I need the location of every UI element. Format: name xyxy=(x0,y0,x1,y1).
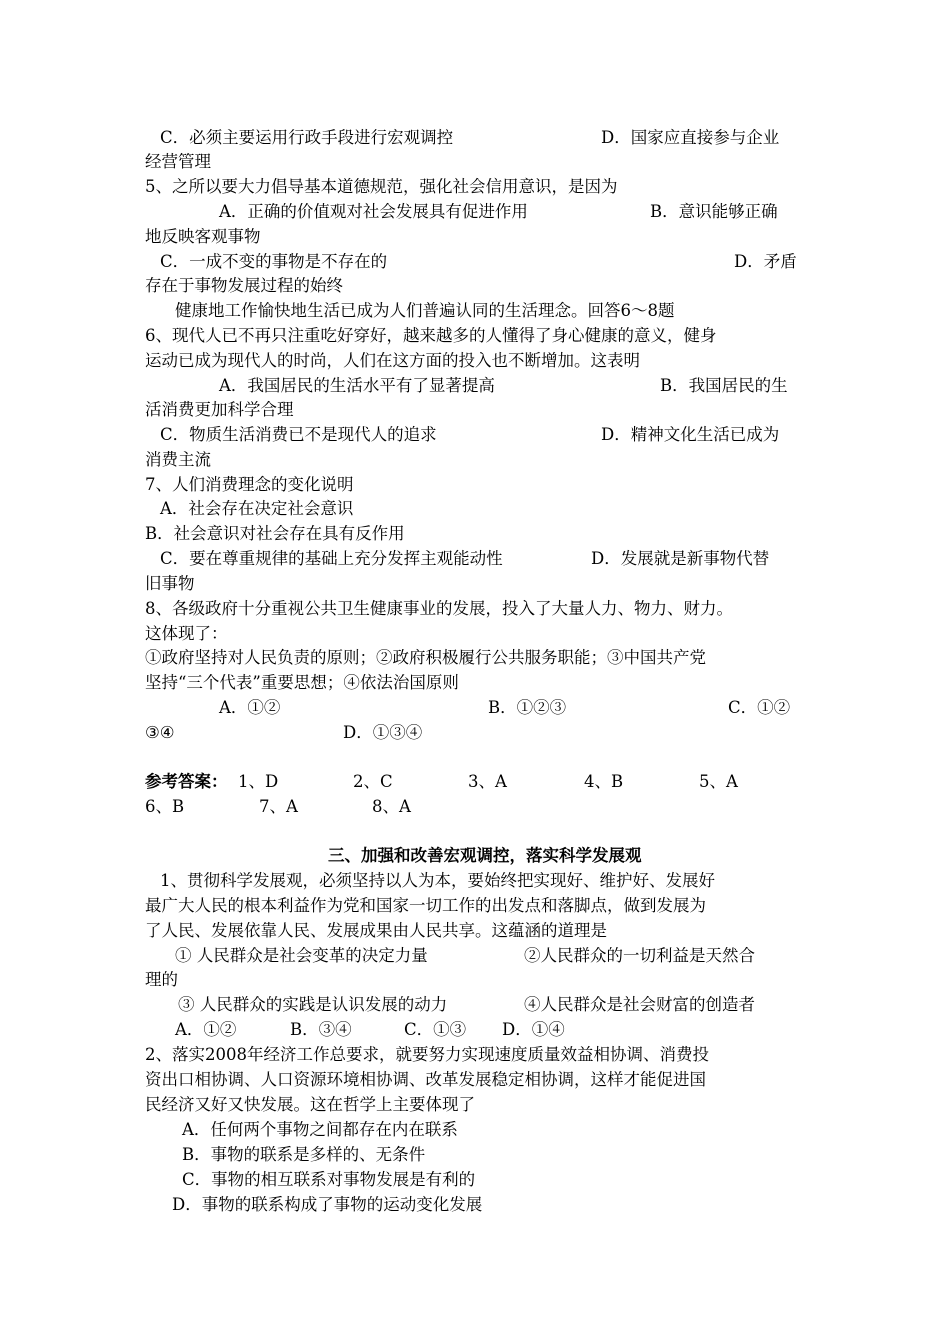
s3-q2-option-a: A．任何两个事物之间都存在内在联系 xyxy=(182,1120,458,1139)
s3-q2-stem: 2、落实2008年经济工作总要求，就要努力实现速度质量效益相协调、消费投 xyxy=(145,1045,709,1064)
q5-option-a: A．正确的价值观对社会发展具有促进作用 xyxy=(219,202,528,221)
intro-6-8: 健康地工作愉快地生活已成为人们普遍认同的生活理念。回答6～8题 xyxy=(175,301,675,320)
q7-stem: 7、人们消费理念的变化说明 xyxy=(145,475,354,494)
q7-option-a: A．社会存在决定社会意识 xyxy=(160,499,354,518)
q5-option-d: D．矛盾 xyxy=(734,252,797,271)
s3-q1-stem-cont-1: 最广大人民的根本利益作为党和国家一切工作的出发点和落脚点，做到发展为 xyxy=(145,896,706,915)
s3-q1-statement-1: ① 人民群众是社会变革的决定力量 xyxy=(175,946,428,965)
answers-label: 参考答案： xyxy=(145,772,228,791)
answer-6: 6、B xyxy=(145,797,185,816)
s3-q1-statement-2-cont: 理的 xyxy=(145,970,178,989)
section-heading: 三、加强和改善宏观调控，落实科学发展观 xyxy=(328,846,642,865)
q5-option-b: B．意识能够正确 xyxy=(650,202,778,221)
q6-stem-cont: 运动已成为现代人的时尚，人们在这方面的投入也不断增加。这表明 xyxy=(145,351,640,370)
q8-option-c-cont: ③④ xyxy=(145,723,175,742)
answer-4: 4、B xyxy=(584,772,624,791)
q6-stem: 6、现代人已不再只注重吃好穿好，越来越多的人懂得了身心健康的意义，健身 xyxy=(145,326,717,345)
q8-option-d: D．①③④ xyxy=(343,723,423,742)
q6-option-d: D．精神文化生活已成为 xyxy=(601,425,780,444)
s3-q2-option-b: B．事物的联系是多样的、无条件 xyxy=(182,1145,426,1164)
s3-q1-stem: 1、贯彻科学发展观，必须坚持以人为本，要始终把实现好、维护好、发展好 xyxy=(160,871,715,890)
q5-stem: 5、之所以要大力倡导基本道德规范，强化社会信用意识，是因为 xyxy=(145,177,618,196)
s3-q2-option-d: D．事物的联系构成了事物的运动变化发展 xyxy=(172,1195,483,1214)
s3-q2-stem-cont-1: 资出口相协调、人口资源环境相协调、改革发展稳定相协调，这样才能促进国 xyxy=(145,1070,706,1089)
s3-q1-statement-3: ③ 人民群众的实践是认识发展的动力 xyxy=(178,995,448,1014)
s3-q1-option-c: C．①③ xyxy=(404,1020,467,1039)
q6-option-b: B．我国居民的生 xyxy=(660,376,788,395)
q6-option-b-cont: 活消费更加科学合理 xyxy=(145,400,294,419)
s3-q1-statement-2: ②人民群众的一切利益是天然合 xyxy=(524,946,755,965)
q6-option-d-cont: 消费主流 xyxy=(145,450,211,469)
answer-5: 5、A xyxy=(699,772,738,791)
q4-option-c: C．必须主要运用行政手段进行宏观调控 xyxy=(160,128,454,147)
q5-option-d-cont: 存在于事物发展过程的始终 xyxy=(145,276,343,295)
q8-option-a: A．①② xyxy=(219,698,281,717)
s3-q2-option-c: C．事物的相互联系对事物发展是有利的 xyxy=(182,1170,476,1189)
q8-statements: ①政府坚持对人民负责的原则；②政府积极履行公共服务职能；③中国共产党 xyxy=(145,648,706,667)
q6-option-c: C．物质生活消费已不是现代人的追求 xyxy=(160,425,437,444)
answer-3: 3、A xyxy=(468,772,507,791)
q8-option-b: B．①②③ xyxy=(488,698,567,717)
s3-q1-stem-cont-2: 了人民、发展依靠人民、发展成果由人民共享。这蕴涵的道理是 xyxy=(145,921,607,940)
q6-option-a: A．我国居民的生活水平有了显著提高 xyxy=(219,376,495,395)
q7-option-d: D．发展就是新事物代替 xyxy=(591,549,770,568)
answer-8: 8、A xyxy=(372,797,411,816)
q8-stem: 8、各级政府十分重视公共卫生健康事业的发展，投入了大量人力、物力、财力。 xyxy=(145,599,733,618)
q4-option-d-cont: 经营管理 xyxy=(145,152,211,171)
answer-2: 2、C xyxy=(353,772,393,791)
q7-option-b: B．社会意识对社会存在具有反作用 xyxy=(145,524,405,543)
s3-q1-statement-4: ④人民群众是社会财富的创造者 xyxy=(524,995,755,1014)
s3-q1-option-b: B．③④ xyxy=(290,1020,352,1039)
q8-statements-cont: 坚持“三个代表”重要思想；④依法治国原则 xyxy=(145,673,459,692)
answer-7: 7、A xyxy=(259,797,298,816)
q5-option-c: C．一成不变的事物是不存在的 xyxy=(160,252,388,271)
s3-q2-stem-cont-2: 民经济又好又快发展。这在哲学上主要体现了 xyxy=(145,1095,475,1114)
q7-option-d-cont: 旧事物 xyxy=(145,574,195,593)
q8-option-c: C．①② xyxy=(728,698,791,717)
s3-q1-option-a: A．①② xyxy=(175,1020,237,1039)
q8-stem-cont: 这体现了： xyxy=(145,624,228,643)
q4-option-d: D．国家应直接参与企业 xyxy=(601,128,780,147)
answer-1: 1、D xyxy=(238,772,279,791)
q7-option-c: C．要在尊重规律的基础上充分发挥主观能动性 xyxy=(160,549,503,568)
q5-option-b-cont: 地反映客观事物 xyxy=(145,227,261,246)
s3-q1-option-d: D．①④ xyxy=(502,1020,565,1039)
